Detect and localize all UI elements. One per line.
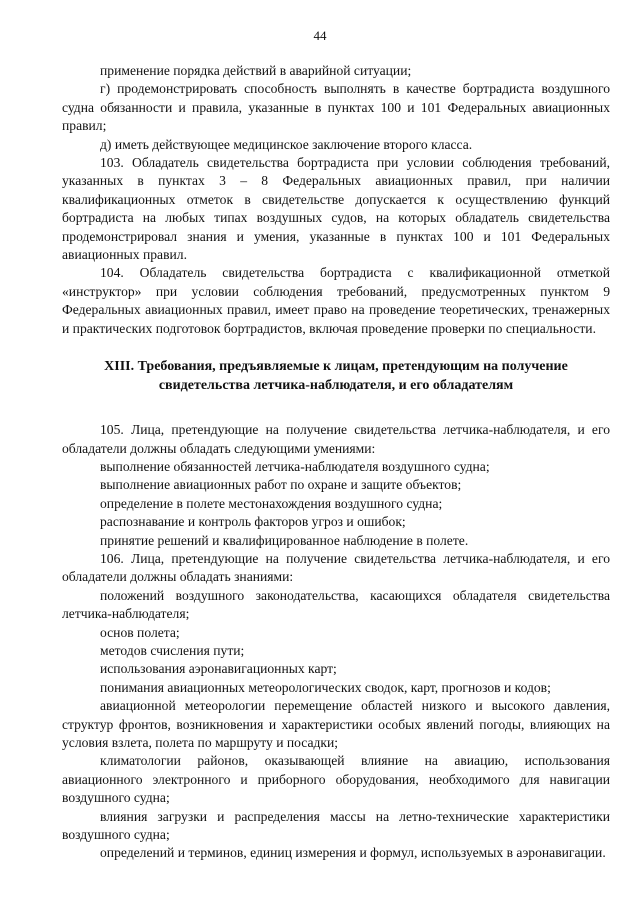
paragraph: 106. Лица, претендующие на получение свидетельства летчика-наблюдателя, и его обладатели должны обладать знаниями: [62,550,610,585]
list-item: понимания авиационных метеорологических сводок, карт, прогнозов и кодов; [100,679,551,695]
paragraph: применение порядка действий в аварийной ситуации; [100,63,412,78]
document-body [62,62,610,863]
list-item: выполнение авиационных работ по охране и защите объектов; [100,477,462,493]
list-item: определений и терминов, единиц измерения и формул, используемых в аэронавигации. [100,845,606,861]
list-item: выполнение обязанностей летчика-наблюдателя воздушного судна; [100,458,490,474]
list-item: основ полета; [100,624,180,640]
list-item: климатологии районов, оказывающей влияние на авиацию, использования авиационного электронного и приборного оборудования, необходимого для навигации воздушного судна; [62,753,610,806]
list-item: авиационной метеорологии перемещение областей низкого и высокого давления, структур фронтов, возникновения и характеристики особых явлений погоды, влияющих на условия взлета, полета по маршруту и посадки; [62,698,610,750]
list-item: использования аэронавигационных карт; [100,661,337,677]
section-heading [62,357,610,395]
list-item: методов счисления пути; [100,642,245,658]
paragraph: д) иметь действующее медицинское заключение второго класса. [100,136,473,152]
section-heading-line-2: свидетельства летчика-наблюдателя, и его обладателям [158,378,514,394]
paragraph: 104. Обладатель свидетельства бортрадиста с квалификационной отметкой «инструктор» при условии соблюдения требований, предусмотренных пунктом 9 Федеральных авиационных правил, имеет право на проведение теоретических, тренажерных и практических подготовок бортрадистов, включая проведение проверки по специальности. [62,265,610,336]
paragraph: г) продемонстрировать способность выполнять в качестве бортрадиста воздушного судна обязанности и правила, указанные в пунктах 100 и 101 Федеральных авиационных правил; [62,81,610,134]
list-item: положений воздушного законодательства, касающихся обладателя свидетельства летчика-наблюдателя; [62,587,610,622]
list-item: определение в полете местонахождения воздушного судна; [100,495,443,511]
page-number: 44 [313,28,327,43]
paragraph: 103. Обладатель свидетельства бортрадиста при условии соблюдения требований, указанных в пунктах 3 – 8 Федеральных авиационных правил, при наличии квалификационных отметок в свидетельстве допускается к осуществлению функций бортрадиста на любых типах воздушных судов, на которых обладатель свидетельства продемонстрировал знания и умения, указанные в пунктах 100 и 101 Федеральных авиационных правил. [62,155,610,263]
list-item: влияния загрузки и распределения массы на летно-технические характеристики воздушного судна; [62,808,610,843]
list-item: распознавание и контроль факторов угроз и ошибок; [100,514,406,530]
section-heading-line-1: XIII. Требования, предъявляемые к лицам, претендующим на получение [104,359,568,375]
list-item: принятие решений и квалифицированное наблюдение в полете. [100,532,469,548]
paragraph: 105. Лица, претендующие на получение свидетельства летчика-наблюдателя, и его обладатели должны обладать следующими умениями: [62,422,610,456]
